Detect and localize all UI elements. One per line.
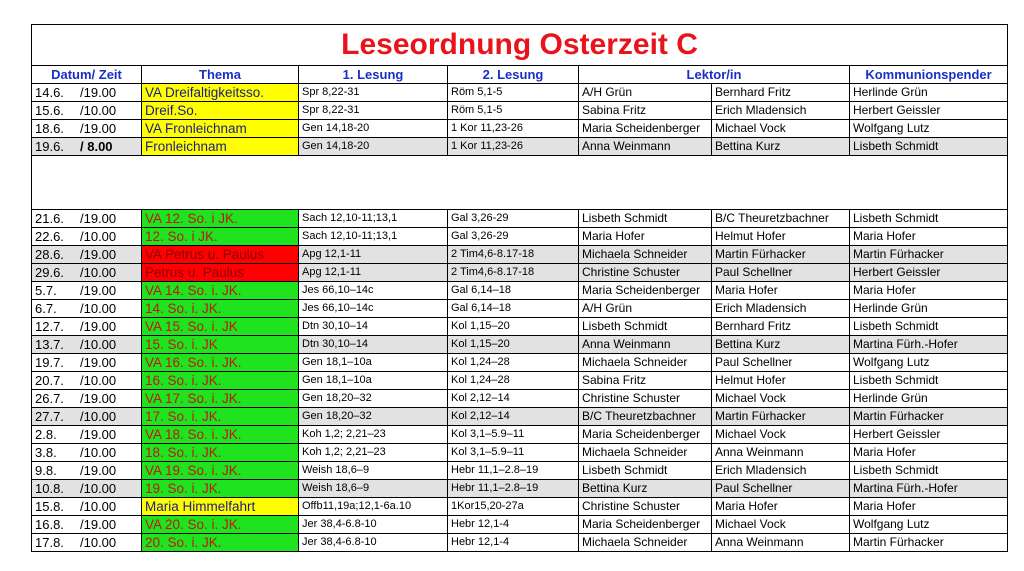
kommunion-cell: Herbert Geissler: [850, 102, 1008, 120]
lesung1-cell: Jer 38,4-6.8-10: [299, 534, 448, 552]
kommunion-cell: Lisbeth Schmidt: [850, 372, 1008, 390]
header-thema: Thema: [142, 66, 299, 84]
table-row: [32, 516, 1008, 534]
time: /10.00: [80, 301, 117, 316]
lesung2-cell: 1Kor15,20-27a: [448, 498, 579, 516]
date-time-cell: [32, 354, 142, 372]
date-time-cell: [32, 228, 142, 246]
date-time-cell: [32, 138, 142, 156]
theme-cell: Maria Himmelfahrt: [142, 498, 299, 516]
kommunion-cell: Martin Fürhacker: [850, 534, 1008, 552]
time: /10.00: [80, 499, 117, 514]
lesung1-cell: Gen 18,20–32: [299, 408, 448, 426]
theme-cell: 17. So. i. JK.: [142, 408, 299, 426]
date: 26.7.: [35, 391, 64, 406]
lektor1-cell: Michaela Schneider: [579, 354, 712, 372]
kommunion-cell: Herlinde Grün: [850, 300, 1008, 318]
table-row: [32, 120, 1008, 138]
date-time-cell: [32, 282, 142, 300]
lesung2-cell: 1 Kor 11,23-26: [448, 120, 579, 138]
table-row: [32, 444, 1008, 462]
lektor1-cell: Sabina Fritz: [579, 372, 712, 390]
date: 2.8.: [35, 427, 57, 442]
lektor2-cell: Paul Schellner: [712, 354, 850, 372]
spacer-row: [32, 156, 1008, 210]
lektor2-cell: Anna Weinmann: [712, 444, 850, 462]
time: /10.00: [80, 535, 117, 550]
lesung1-cell: Gen 18,20–32: [299, 390, 448, 408]
date: 21.6.: [35, 211, 64, 226]
lektor2-cell: Maria Hofer: [712, 498, 850, 516]
lesung1-cell: Sach 12,10-11;13,1: [299, 210, 448, 228]
date-time-cell: [32, 480, 142, 498]
lesung1-cell: Dtn 30,10–14: [299, 318, 448, 336]
date: 18.6.: [35, 121, 64, 136]
table-row: [32, 228, 1008, 246]
kommunion-cell: Maria Hofer: [850, 498, 1008, 516]
kommunion-cell: Martina Fürh.-Hofer: [850, 336, 1008, 354]
lesung2-cell: Kol 2,12–14: [448, 390, 579, 408]
table-row: [32, 84, 1008, 102]
header-lektor: Lektor/in: [579, 66, 850, 84]
lektor2-cell: Michael Vock: [712, 426, 850, 444]
lektor1-cell: Maria Scheidenberger: [579, 516, 712, 534]
lesung2-cell: Hebr 12,1-4: [448, 516, 579, 534]
date: 20.7.: [35, 373, 64, 388]
date-time-cell: [32, 372, 142, 390]
kommunion-cell: Wolfgang Lutz: [850, 516, 1008, 534]
table-row: [32, 282, 1008, 300]
theme-cell: VA 20. So. i. JK.: [142, 516, 299, 534]
lesung1-cell: Gen 14,18-20: [299, 138, 448, 156]
time: /19.00: [80, 211, 117, 226]
lektor1-cell: Christine Schuster: [579, 390, 712, 408]
kommunion-cell: Martina Fürh.-Hofer: [850, 480, 1008, 498]
lektor2-cell: Michael Vock: [712, 516, 850, 534]
kommunion-cell: Maria Hofer: [850, 444, 1008, 462]
lektor1-cell: Maria Hofer: [579, 228, 712, 246]
theme-cell: 20. So. i. JK.: [142, 534, 299, 552]
lektor2-cell: Paul Schellner: [712, 264, 850, 282]
lesung1-cell: Spr 8,22-31: [299, 84, 448, 102]
lektor2-cell: Maria Hofer: [712, 282, 850, 300]
lektor2-cell: Bernhard Fritz: [712, 84, 850, 102]
lektor2-cell: Martin Fürhacker: [712, 246, 850, 264]
lesung1-cell: Apg 12,1-11: [299, 264, 448, 282]
table-row: [32, 354, 1008, 372]
theme-cell: 18. So. i. JK.: [142, 444, 299, 462]
lesung1-cell: Weish 18,6–9: [299, 462, 448, 480]
time: /19.00: [80, 427, 117, 442]
table-row: [32, 372, 1008, 390]
lektor2-cell: Helmut Hofer: [712, 228, 850, 246]
date: 19.6.: [35, 139, 64, 154]
date-time-cell: [32, 318, 142, 336]
header-datum: Datum/ Zeit: [32, 66, 142, 84]
kommunion-cell: Herlinde Grün: [850, 390, 1008, 408]
theme-cell: VA 16. So. i. JK.: [142, 354, 299, 372]
kommunion-cell: Herbert Geissler: [850, 426, 1008, 444]
lesung2-cell: Kol 1,15–20: [448, 318, 579, 336]
kommunion-cell: Lisbeth Schmidt: [850, 138, 1008, 156]
lesung2-cell: Hebr 12,1-4: [448, 534, 579, 552]
lektor2-cell: Erich Mladensich: [712, 462, 850, 480]
lektor1-cell: Maria Scheidenberger: [579, 426, 712, 444]
lektor1-cell: Michaela Schneider: [579, 246, 712, 264]
lektor1-cell: Bettina Kurz: [579, 480, 712, 498]
date: 17.8.: [35, 535, 64, 550]
lektor1-cell: Michaela Schneider: [579, 444, 712, 462]
lesung2-cell: 2 Tim4,6-8.17-18: [448, 264, 579, 282]
theme-cell: VA 12. So. i JK.: [142, 210, 299, 228]
table-row: [32, 426, 1008, 444]
lesung2-cell: Röm 5,1-5: [448, 84, 579, 102]
lesung2-cell: Gal 3,26-29: [448, 210, 579, 228]
lektor2-cell: Helmut Hofer: [712, 372, 850, 390]
theme-cell: Fronleichnam: [142, 138, 299, 156]
lektor2-cell: Erich Mladensich: [712, 300, 850, 318]
date: 9.8.: [35, 463, 57, 478]
lektor1-cell: Maria Scheidenberger: [579, 120, 712, 138]
lesung1-cell: Koh 1,2; 2,21–23: [299, 426, 448, 444]
theme-cell: VA Fronleichnam: [142, 120, 299, 138]
lesung1-cell: Gen 18,1–10a: [299, 372, 448, 390]
kommunion-cell: Maria Hofer: [850, 282, 1008, 300]
table-row: [32, 102, 1008, 120]
date-time-cell: [32, 462, 142, 480]
table-row: [32, 462, 1008, 480]
time: /19.00: [80, 319, 117, 334]
date-time-cell: [32, 408, 142, 426]
lesung1-cell: Weish 18,6–9: [299, 480, 448, 498]
time: / 8.00: [80, 139, 113, 154]
time: /10.00: [80, 337, 117, 352]
lektor1-cell: Christine Schuster: [579, 498, 712, 516]
lesung2-cell: Gal 3,26-29: [448, 228, 579, 246]
kommunion-cell: Lisbeth Schmidt: [850, 462, 1008, 480]
kommunion-cell: Lisbeth Schmidt: [850, 318, 1008, 336]
lesung2-cell: Kol 2,12–14: [448, 408, 579, 426]
date: 3.8.: [35, 445, 57, 460]
lektor2-cell: Bettina Kurz: [712, 138, 850, 156]
theme-cell: 15. So. i. JK: [142, 336, 299, 354]
lesung2-cell: Kol 3,1–5.9–11: [448, 444, 579, 462]
date: 12.7.: [35, 319, 64, 334]
table-row: [32, 264, 1008, 282]
kommunion-cell: Maria Hofer: [850, 228, 1008, 246]
lesung2-cell: Röm 5,1-5: [448, 102, 579, 120]
time: /19.00: [80, 517, 117, 532]
date: 13.7.: [35, 337, 64, 352]
theme-cell: 19. So. i. JK.: [142, 480, 299, 498]
date-time-cell: [32, 102, 142, 120]
date-time-cell: [32, 534, 142, 552]
date-time-cell: [32, 426, 142, 444]
lektor1-cell: A/H Grün: [579, 84, 712, 102]
date: 16.8.: [35, 517, 64, 532]
lesung1-cell: Jes 66,10–14c: [299, 282, 448, 300]
kommunion-cell: Wolfgang Lutz: [850, 120, 1008, 138]
lesung2-cell: Kol 3,1–5.9–11: [448, 426, 579, 444]
time: /19.00: [80, 391, 117, 406]
table-row: [32, 408, 1008, 426]
lesung1-cell: Dtn 30,10–14: [299, 336, 448, 354]
date: 14.6.: [35, 85, 64, 100]
lektor1-cell: B/C Theuretzbachner: [579, 408, 712, 426]
time: /10.00: [80, 373, 117, 388]
theme-cell: Petrus u. Paulus: [142, 264, 299, 282]
lesung1-cell: Spr 8,22-31: [299, 102, 448, 120]
lektor1-cell: A/H Grün: [579, 300, 712, 318]
date: 5.7.: [35, 283, 57, 298]
schedule-table: [31, 24, 1008, 552]
lesung1-cell: Sach 12,10-11;13,1: [299, 228, 448, 246]
header-kommunion: Kommunionspender: [850, 66, 1008, 84]
table-row: [32, 138, 1008, 156]
time: /19.00: [80, 247, 117, 262]
table-row: [32, 498, 1008, 516]
date-time-cell: [32, 336, 142, 354]
date: 15.8.: [35, 499, 64, 514]
title-row: [32, 25, 1008, 66]
time: /10.00: [80, 409, 117, 424]
header-lesung2: 2. Lesung: [448, 66, 579, 84]
lektor1-cell: Lisbeth Schmidt: [579, 210, 712, 228]
kommunion-cell: Martin Fürhacker: [850, 408, 1008, 426]
date-time-cell: [32, 246, 142, 264]
lektor1-cell: Anna Weinmann: [579, 336, 712, 354]
theme-cell: 14. So. i. JK.: [142, 300, 299, 318]
date-time-cell: [32, 498, 142, 516]
lektor2-cell: Michael Vock: [712, 390, 850, 408]
theme-cell: VA 17. So. i. JK.: [142, 390, 299, 408]
lektor1-cell: Anna Weinmann: [579, 138, 712, 156]
date: 28.6.: [35, 247, 64, 262]
date: 27.7.: [35, 409, 64, 424]
header-lesung1: 1. Lesung: [299, 66, 448, 84]
date-time-cell: [32, 300, 142, 318]
lesung2-cell: Kol 1,24–28: [448, 354, 579, 372]
time: /19.00: [80, 85, 117, 100]
time: /10.00: [80, 265, 117, 280]
lektor1-cell: Christine Schuster: [579, 264, 712, 282]
table-row: [32, 390, 1008, 408]
date: 22.6.: [35, 229, 64, 244]
table-row: [32, 534, 1008, 552]
time: /10.00: [80, 445, 117, 460]
time: /19.00: [80, 283, 117, 298]
kommunion-cell: Martin Fürhacker: [850, 246, 1008, 264]
theme-cell: VA 19. So. i. JK.: [142, 462, 299, 480]
time: /10.00: [80, 103, 117, 118]
lesung2-cell: Hebr 11,1–2.8–19: [448, 480, 579, 498]
lesung2-cell: Kol 1,15–20: [448, 336, 579, 354]
kommunion-cell: Herbert Geissler: [850, 264, 1008, 282]
date: 19.7.: [35, 355, 64, 370]
time: /19.00: [80, 463, 117, 478]
kommunion-cell: Herlinde Grün: [850, 84, 1008, 102]
theme-cell: VA 18. So. i. JK.: [142, 426, 299, 444]
lesung1-cell: Offb11,19a;12,1-6a.10: [299, 498, 448, 516]
lektor1-cell: Michaela Schneider: [579, 534, 712, 552]
lektor2-cell: Michael Vock: [712, 120, 850, 138]
theme-cell: VA 15. So. i. JK: [142, 318, 299, 336]
lektor2-cell: Erich Mladensich: [712, 102, 850, 120]
spacer-cell: [32, 156, 1008, 210]
lesung1-cell: Jer 38,4-6.8-10: [299, 516, 448, 534]
table-row: [32, 480, 1008, 498]
lesung2-cell: Kol 1,24–28: [448, 372, 579, 390]
table-row: [32, 336, 1008, 354]
header-row: [32, 66, 1008, 84]
lektor1-cell: Sabina Fritz: [579, 102, 712, 120]
theme-cell: 16. So. i. JK.: [142, 372, 299, 390]
table-row: [32, 300, 1008, 318]
table-row: [32, 318, 1008, 336]
date-time-cell: [32, 84, 142, 102]
table-row: [32, 210, 1008, 228]
lektor1-cell: Maria Scheidenberger: [579, 282, 712, 300]
lesung1-cell: Koh 1,2; 2,21–23: [299, 444, 448, 462]
theme-cell: VA 14. So. i. JK.: [142, 282, 299, 300]
date: 6.7.: [35, 301, 57, 316]
lektor2-cell: B/C Theuretzbachner: [712, 210, 850, 228]
table-row: [32, 246, 1008, 264]
lektor2-cell: Paul Schellner: [712, 480, 850, 498]
date-time-cell: [32, 210, 142, 228]
date-time-cell: [32, 516, 142, 534]
theme-cell: Dreif.So.: [142, 102, 299, 120]
date: 15.6.: [35, 103, 64, 118]
lesung1-cell: Gen 18,1–10a: [299, 354, 448, 372]
theme-cell: VA Dreifaltigkeitsso.: [142, 84, 299, 102]
lesung2-cell: 2 Tim4,6-8.17-18: [448, 246, 579, 264]
lektor2-cell: Martin Fürhacker: [712, 408, 850, 426]
lesung1-cell: Apg 12,1-11: [299, 246, 448, 264]
lektor1-cell: Lisbeth Schmidt: [579, 462, 712, 480]
time: /19.00: [80, 355, 117, 370]
lesung2-cell: Hebr 11,1–2.8–19: [448, 462, 579, 480]
time: /19.00: [80, 121, 117, 136]
theme-cell: VA Petrus u. Paulus: [142, 246, 299, 264]
lektor2-cell: Bernhard Fritz: [712, 318, 850, 336]
kommunion-cell: Lisbeth Schmidt: [850, 210, 1008, 228]
lesung2-cell: Gal 6,14–18: [448, 300, 579, 318]
theme-cell: 12. So. i JK.: [142, 228, 299, 246]
time: /10.00: [80, 229, 117, 244]
kommunion-cell: Wolfgang Lutz: [850, 354, 1008, 372]
date-time-cell: [32, 264, 142, 282]
page-title: Leseordnung Osterzeit C: [32, 25, 1008, 66]
lektor2-cell: Bettina Kurz: [712, 336, 850, 354]
lesung1-cell: Gen 14,18-20: [299, 120, 448, 138]
lesung1-cell: Jes 66,10–14c: [299, 300, 448, 318]
date-time-cell: [32, 120, 142, 138]
time: /10.00: [80, 481, 117, 496]
lesung2-cell: Gal 6,14–18: [448, 282, 579, 300]
lesung2-cell: 1 Kor 11,23-26: [448, 138, 579, 156]
date: 29.6.: [35, 265, 64, 280]
lektor2-cell: Anna Weinmann: [712, 534, 850, 552]
date-time-cell: [32, 444, 142, 462]
date-time-cell: [32, 390, 142, 408]
date: 10.8.: [35, 481, 64, 496]
lektor1-cell: Lisbeth Schmidt: [579, 318, 712, 336]
